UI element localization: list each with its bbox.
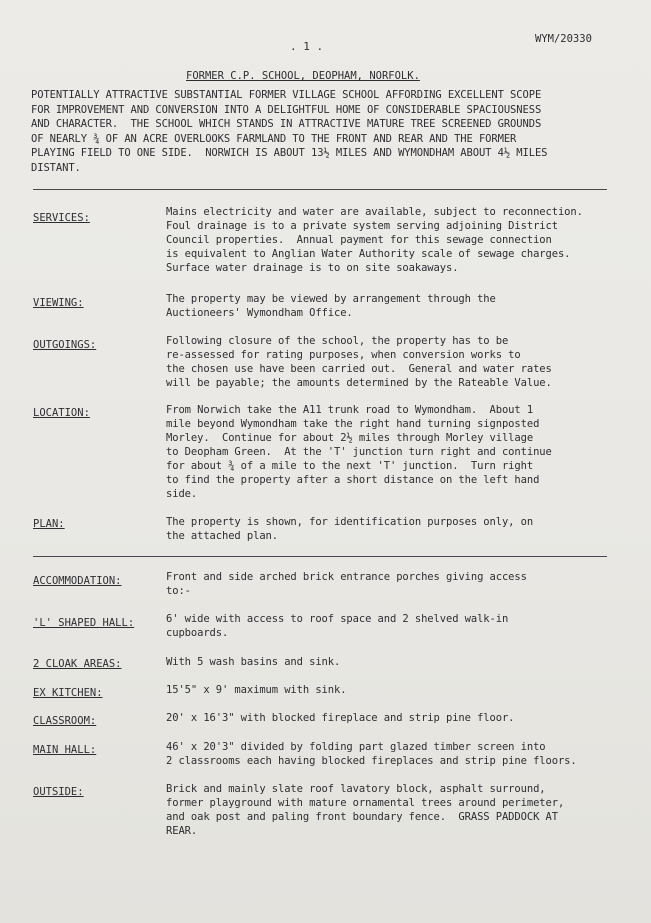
section-divider-top: [33, 189, 607, 190]
document-reference: WYM/20330: [535, 33, 592, 45]
section-label-l-shaped-hall: 'L' SHAPED HALL:: [33, 617, 135, 629]
section-label-ex-kitchen: EX KITCHEN:: [33, 687, 103, 699]
section-text-outgoings: Following closure of the school, the property has to be re-assessed for rating purposes, when conversion works to the chosen use have been carried out. General and water rates will be payable; the amounts determined by the Rateable Value.: [166, 335, 552, 389]
section-label-main-hall: MAIN HALL:: [33, 744, 97, 756]
section-label-viewing: VIEWING:: [33, 297, 84, 309]
section-label-classroom: CLASSROOM:: [33, 715, 97, 727]
section-label-cloak-areas: 2 CLOAK AREAS:: [33, 658, 122, 670]
section-label-services: SERVICES:: [33, 212, 90, 224]
section-label-location: LOCATION:: [33, 407, 90, 419]
document-title: FORMER C.P. SCHOOL, DEOPHAM, NORFOLK.: [186, 70, 420, 82]
section-divider-middle: [33, 556, 607, 557]
section-text-classroom: 20' x 16'3" with blocked fireplace and strip pine floor.: [166, 712, 515, 724]
section-text-location: From Norwich take the A11 trunk road to Wymondham. About 1 mile beyond Wymondham take the right hand turning signposted Morley. Continue for about 2½ miles through Morley village to Deopham Green. At the 'T' junction turn right and continue for about ¾ of a mile to the next 'T' junction. Turn right to find the property after a short distance on the left hand side.: [166, 404, 552, 500]
section-text-outside: Brick and mainly slate roof lavatory block, asphalt surround, former playground with mature ornamental trees around perimeter, and oak post and paling front boundary fence. GRASS PADDOCK AT REAR.: [166, 783, 565, 837]
section-text-services: Mains electricity and water are available, subject to reconnection. Foul drainage is to a private system serving adjoining District Council properties. Annual payment for this sewage connection is equivalent to Anglian Water Authority scale of sewage charges. Surface water drainage is to on site soakaways.: [166, 206, 583, 274]
section-text-main-hall: 46' x 20'3" divided by folding part glazed timber screen into 2 classrooms each having blocked fireplaces and strip pine floors.: [166, 741, 577, 767]
section-label-plan: PLAN:: [33, 518, 65, 530]
section-label-outgoings: OUTGOINGS:: [33, 339, 97, 351]
section-text-viewing: The property may be viewed by arrangement through the Auctioneers' Wymondham Office.: [166, 293, 496, 319]
section-text-cloak-areas: With 5 wash basins and sink.: [166, 656, 341, 668]
section-text-accommodation: Front and side arched brick entrance porches giving access to:-: [166, 571, 527, 597]
section-text-l-shaped-hall: 6' wide with access to roof space and 2 shelved walk-in cupboards.: [166, 613, 509, 639]
section-text-plan: The property is shown, for identification purposes only, on the attached plan.: [166, 516, 534, 542]
section-text-ex-kitchen: 15'5" x 9' maximum with sink.: [166, 684, 347, 696]
page-number: . 1 .: [290, 40, 324, 53]
intro-paragraph: POTENTIALLY ATTRACTIVE SUBSTANTIAL FORMER VILLAGE SCHOOL AFFORDING EXCELLENT SCOPE FOR IMPROVEMENT AND CONVERSION INTO A DELIGHTFUL HOME OF CONSIDERABLE SPACIOUSNESS AND CHARACTER. THE SCHOOL WHICH STANDS IN ATTRACTIVE MATURE TREE SCREENED GROUNDS OF NEARLY ¾ OF AN ACRE OVERLOOKS FARMLAND TO THE FRONT AND REAR AND THE FORMER PLAYING FIELD TO ONE SIDE. NORWICH IS ABOUT 13½ MILES AND WYMONDHAM ABOUT 4½ MILES DISTANT.: [31, 89, 548, 174]
section-label-outside: OUTSIDE:: [33, 786, 84, 798]
section-label-accommodation: ACCOMMODATION:: [33, 575, 122, 587]
